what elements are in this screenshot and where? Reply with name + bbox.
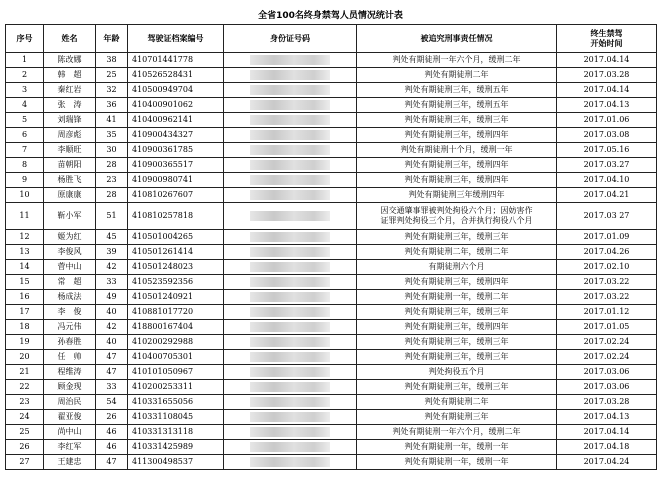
table-row: [6, 83, 657, 98]
table-row: [6, 173, 657, 188]
header-idcard: 身份证号码: [224, 25, 357, 53]
table-row: [6, 365, 657, 380]
cell-ban-start: 2017.02.24: [557, 350, 657, 365]
responsibility-line: 判处有期徒刑十个月，缓刑一年: [400, 145, 513, 154]
cell-seq: 22: [6, 380, 44, 395]
header-ban-start-line1: 终生禁驾: [590, 28, 623, 38]
responsibility-line: 判处有期徒刑二年，缓刑二年: [404, 247, 509, 256]
cell-name: 刘瑞锋: [44, 113, 96, 128]
responsibility-line: 判处有期徒刑三年，缓刑三年: [404, 307, 509, 316]
cell-responsibility: [357, 128, 557, 143]
responsibility-line: 因交通肇事罪被判处拘役六个月；因妨害作: [380, 206, 533, 215]
redacted-idcard: [250, 292, 330, 302]
cell-ban-start: 2017.05.16: [557, 143, 657, 158]
cell-seq: 7: [6, 143, 44, 158]
cell-idcard: [224, 83, 357, 98]
cell-responsibility: [357, 350, 557, 365]
redacted-idcard: [250, 427, 330, 437]
redacted-idcard: [250, 190, 330, 200]
cell-name: 陈改娜: [44, 53, 96, 68]
table-row: [6, 203, 657, 230]
cell-idcard: [224, 158, 357, 173]
cell-idcard: [224, 260, 357, 275]
responsibility-line: 判处有期徒刑三年，缓刑四年: [404, 130, 509, 139]
cell-seq: 4: [6, 98, 44, 113]
cell-ban-start: 2017.04.13: [557, 98, 657, 113]
cell-responsibility: [357, 113, 557, 128]
cell-age: 25: [96, 68, 128, 83]
cell-seq: 15: [6, 275, 44, 290]
cell-seq: 3: [6, 83, 44, 98]
cell-idcard: [224, 335, 357, 350]
cell-seq: 26: [6, 440, 44, 455]
cell-age: 46: [96, 425, 128, 440]
cell-age: 51: [96, 203, 128, 230]
cell-age: 30: [96, 143, 128, 158]
cell-age: 36: [96, 98, 128, 113]
cell-idcard: [224, 128, 357, 143]
cell-ban-start: 2017.02.24: [557, 335, 657, 350]
cell-license: 410101050967: [128, 365, 224, 380]
cell-name: 杨胜飞: [44, 173, 96, 188]
cell-seq: 20: [6, 350, 44, 365]
cell-idcard: [224, 68, 357, 83]
cell-idcard: [224, 290, 357, 305]
cell-responsibility: [357, 98, 557, 113]
cell-idcard: [224, 275, 357, 290]
responsibility-line: 判处有期徒刑三年: [424, 412, 489, 421]
header-seq: 序号: [6, 25, 44, 53]
table-row: [6, 335, 657, 350]
redacted-idcard: [250, 100, 330, 110]
redacted-idcard: [250, 160, 330, 170]
cell-name: 尚中山: [44, 425, 96, 440]
table-header-row: [6, 25, 657, 53]
document-title: 全省100名终身禁驾人员情况统计表: [258, 11, 403, 21]
table-row: [6, 410, 657, 425]
redacted-idcard: [250, 85, 330, 95]
cell-idcard: [224, 53, 357, 68]
cell-idcard: [224, 98, 357, 113]
cell-license: 410501004265: [128, 230, 224, 245]
cell-responsibility: [357, 158, 557, 173]
cell-license: 410526528431: [128, 68, 224, 83]
cell-license: 411300498537: [128, 455, 224, 470]
table-row: [6, 68, 657, 83]
table-row: [6, 395, 657, 410]
responsibility-line: 判处有期徒刑三年，缓刑三年: [404, 352, 509, 361]
responsibility-line: 判处有期徒刑三年，缓刑三年: [404, 232, 509, 241]
cell-name: 苗朝阳: [44, 158, 96, 173]
table-row: [6, 290, 657, 305]
redacted-idcard: [250, 337, 330, 347]
cell-responsibility: [357, 260, 557, 275]
cell-responsibility: [357, 455, 557, 470]
cell-responsibility: [357, 425, 557, 440]
cell-idcard: [224, 455, 357, 470]
cell-license: 410523592356: [128, 275, 224, 290]
cell-responsibility: [357, 230, 557, 245]
cell-license: 410810267607: [128, 188, 224, 203]
banned-drivers-table: [5, 24, 657, 470]
cell-seq: 5: [6, 113, 44, 128]
cell-name: 常 超: [44, 275, 96, 290]
cell-seq: 23: [6, 395, 44, 410]
responsibility-line: 判处有期徒刑三年，缓刑三年: [404, 115, 509, 124]
cell-idcard: [224, 440, 357, 455]
cell-age: 45: [96, 230, 128, 245]
redacted-idcard: [250, 232, 330, 242]
table-body: [6, 53, 657, 470]
cell-responsibility: [357, 305, 557, 320]
cell-age: 46: [96, 440, 128, 455]
cell-ban-start: 2017.03.06: [557, 380, 657, 395]
responsibility-line: 判处有期徒刑三年，缓刑三年: [404, 382, 509, 391]
cell-name: 冯元伟: [44, 320, 96, 335]
header-name: 姓名: [44, 25, 96, 53]
cell-license: 410881017720: [128, 305, 224, 320]
cell-license: 410331655056: [128, 395, 224, 410]
cell-age: 28: [96, 158, 128, 173]
cell-ban-start: 2017.03.06: [557, 365, 657, 380]
cell-ban-start: 2017.04.14: [557, 83, 657, 98]
cell-ban-start: 2017.03.22: [557, 290, 657, 305]
cell-idcard: [224, 188, 357, 203]
cell-seq: 10: [6, 188, 44, 203]
cell-name: 孙春胜: [44, 335, 96, 350]
cell-license: 410900980741: [128, 173, 224, 188]
cell-name: 李红军: [44, 440, 96, 455]
cell-seq: 18: [6, 320, 44, 335]
cell-name: 菅中山: [44, 260, 96, 275]
cell-idcard: [224, 305, 357, 320]
table-row: [6, 128, 657, 143]
redacted-idcard: [250, 262, 330, 272]
cell-license: 410501240921: [128, 290, 224, 305]
table-row: [6, 350, 657, 365]
cell-idcard: [224, 425, 357, 440]
cell-license: 410400962141: [128, 113, 224, 128]
cell-license: 410200292988: [128, 335, 224, 350]
table-row: [6, 260, 657, 275]
cell-ban-start: 2017.01.05: [557, 320, 657, 335]
cell-name: 周治民: [44, 395, 96, 410]
cell-age: 42: [96, 320, 128, 335]
cell-license: 410500949704: [128, 83, 224, 98]
cell-name: 李顺旺: [44, 143, 96, 158]
cell-idcard: [224, 203, 357, 230]
responsibility-line: 判处有期徒刑三年，缓刑五年: [404, 85, 509, 94]
responsibility-line: 判处有期徒刑三年，缓刑三年: [404, 337, 509, 346]
responsibility-line: 判处有期徒刑二年: [424, 397, 489, 406]
cell-seq: 9: [6, 173, 44, 188]
cell-age: 33: [96, 380, 128, 395]
cell-seq: 8: [6, 158, 44, 173]
cell-seq: 2: [6, 68, 44, 83]
cell-seq: 6: [6, 128, 44, 143]
cell-ban-start: 2017.03.27: [557, 158, 657, 173]
responsibility-line: 判处有期徒刑二年: [424, 70, 489, 79]
cell-age: 41: [96, 113, 128, 128]
cell-seq: 27: [6, 455, 44, 470]
table-row: [6, 53, 657, 68]
cell-seq: 13: [6, 245, 44, 260]
cell-license: 418800167404: [128, 320, 224, 335]
cell-age: 26: [96, 410, 128, 425]
cell-ban-start: 2017.02.10: [557, 260, 657, 275]
table-row: [6, 143, 657, 158]
cell-name: 程维涛: [44, 365, 96, 380]
cell-name: 李俊风: [44, 245, 96, 260]
table-row: [6, 455, 657, 470]
cell-responsibility: [357, 335, 557, 350]
cell-seq: 24: [6, 410, 44, 425]
cell-responsibility: [357, 53, 557, 68]
cell-name: 翟亚俊: [44, 410, 96, 425]
redacted-idcard: [250, 70, 330, 80]
cell-idcard: [224, 143, 357, 158]
cell-ban-start: 2017.04.13: [557, 410, 657, 425]
cell-ban-start: 2017.03.28: [557, 395, 657, 410]
cell-seq: 14: [6, 260, 44, 275]
header-age: 年龄: [96, 25, 128, 53]
cell-age: 39: [96, 245, 128, 260]
redacted-idcard: [250, 277, 330, 287]
header-responsibility: 被追究刑事责任情况: [357, 25, 557, 53]
redacted-idcard: [250, 367, 330, 377]
table-row: [6, 320, 657, 335]
cell-responsibility: [357, 395, 557, 410]
redacted-idcard: [250, 352, 330, 362]
cell-seq: 1: [6, 53, 44, 68]
header-license: 驾驶证档案编号: [128, 25, 224, 53]
cell-ban-start: 2017.04.10: [557, 173, 657, 188]
cell-license: 410701441778: [128, 53, 224, 68]
cell-ban-start: 2017.01.09: [557, 230, 657, 245]
redacted-idcard: [250, 412, 330, 422]
responsibility-line: 判处有期徒刑三年，缓刑四年: [404, 175, 509, 184]
cell-responsibility: [357, 410, 557, 425]
table-row: [6, 98, 657, 113]
cell-license: 410900434327: [128, 128, 224, 143]
cell-license: 410200253311: [128, 380, 224, 395]
cell-idcard: [224, 113, 357, 128]
responsibility-line: 判处有期徒刑三年缓刑四年: [408, 190, 505, 199]
cell-ban-start: 2017.03.28: [557, 68, 657, 83]
cell-name: 原康康: [44, 188, 96, 203]
cell-seq: 21: [6, 365, 44, 380]
cell-ban-start: 2017.04.14: [557, 53, 657, 68]
cell-seq: 25: [6, 425, 44, 440]
cell-name: 秦红岩: [44, 83, 96, 98]
cell-idcard: [224, 320, 357, 335]
cell-age: 40: [96, 305, 128, 320]
cell-responsibility: [357, 68, 557, 83]
cell-responsibility: [357, 188, 557, 203]
cell-age: 28: [96, 188, 128, 203]
table-row: [6, 275, 657, 290]
cell-name: 姬为红: [44, 230, 96, 245]
cell-ban-start: 2017.01.06: [557, 113, 657, 128]
redacted-idcard: [250, 247, 330, 257]
cell-license: 410400901062: [128, 98, 224, 113]
table-row: [6, 113, 657, 128]
cell-seq: 17: [6, 305, 44, 320]
cell-age: 33: [96, 275, 128, 290]
cell-name: 顾金现: [44, 380, 96, 395]
cell-name: 韩 超: [44, 68, 96, 83]
cell-ban-start: 2017.04.21: [557, 188, 657, 203]
redacted-idcard: [250, 145, 330, 155]
cell-ban-start: 2017.03 27: [557, 203, 657, 230]
cell-age: 47: [96, 365, 128, 380]
cell-age: 32: [96, 83, 128, 98]
redacted-idcard: [250, 397, 330, 407]
cell-responsibility: [357, 143, 557, 158]
table-row: [6, 440, 657, 455]
cell-name: 张 涛: [44, 98, 96, 113]
table-row: [6, 305, 657, 320]
table-row: [6, 230, 657, 245]
redacted-idcard: [250, 382, 330, 392]
responsibility-line: 判处有期徒刑一年，缓刑二年: [404, 292, 509, 301]
cell-responsibility: [357, 440, 557, 455]
redacted-idcard: [250, 55, 330, 65]
cell-age: 23: [96, 173, 128, 188]
responsibility-line: 判处有期徒刑三年，缓刑四年: [404, 160, 509, 169]
responsibility-line: 判处有期徒刑三年，缓刑五年: [404, 100, 509, 109]
cell-responsibility: [357, 275, 557, 290]
responsibility-line: 判处有期徒刑一年，缓刑一年: [404, 457, 509, 466]
table-row: [6, 425, 657, 440]
cell-idcard: [224, 395, 357, 410]
cell-idcard: [224, 173, 357, 188]
cell-name: 王建忠: [44, 455, 96, 470]
header-ban-start: [557, 25, 657, 53]
redacted-idcard: [250, 130, 330, 140]
cell-license: 410900361785: [128, 143, 224, 158]
responsibility-line: 判处有期徒刑一年六个月，缓刑二年: [392, 427, 521, 436]
cell-idcard: [224, 410, 357, 425]
cell-idcard: [224, 380, 357, 395]
cell-age: 54: [96, 395, 128, 410]
cell-license: 410810257818: [128, 203, 224, 230]
cell-ban-start: 2017.04.18: [557, 440, 657, 455]
table-row: [6, 158, 657, 173]
cell-ban-start: 2017.03.22: [557, 275, 657, 290]
redacted-idcard: [250, 457, 330, 467]
cell-age: 40: [96, 335, 128, 350]
cell-idcard: [224, 230, 357, 245]
cell-age: 38: [96, 53, 128, 68]
redacted-idcard: [250, 211, 330, 221]
cell-license: 410900365517: [128, 158, 224, 173]
cell-name: 李 俊: [44, 305, 96, 320]
cell-license: 410331313118: [128, 425, 224, 440]
redacted-idcard: [250, 322, 330, 332]
cell-ban-start: 2017.01.12: [557, 305, 657, 320]
cell-seq: 11: [6, 203, 44, 230]
cell-name: 周彦彪: [44, 128, 96, 143]
cell-ban-start: 2017.04.24: [557, 455, 657, 470]
table-row: [6, 188, 657, 203]
redacted-idcard: [250, 442, 330, 452]
responsibility-line: 判处拘役五个月: [428, 367, 485, 376]
cell-name: 杨成法: [44, 290, 96, 305]
cell-license: 410501248023: [128, 260, 224, 275]
responsibility-line: 有期徒刑六个月: [428, 262, 485, 271]
cell-age: 47: [96, 455, 128, 470]
cell-ban-start: 2017.04.14: [557, 425, 657, 440]
cell-age: 35: [96, 128, 128, 143]
cell-responsibility: [357, 290, 557, 305]
cell-ban-start: 2017.04.26: [557, 245, 657, 260]
redacted-idcard: [250, 175, 330, 185]
cell-seq: 12: [6, 230, 44, 245]
redacted-idcard: [250, 115, 330, 125]
cell-license: 410331425989: [128, 440, 224, 455]
cell-license: 410400705301: [128, 350, 224, 365]
responsibility-line: 判处有期徒刑三年，缓刑四年: [404, 277, 509, 286]
cell-name: 靳小军: [44, 203, 96, 230]
cell-seq: 19: [6, 335, 44, 350]
responsibility-line: 判处有期徒刑一年六个月，缓刑二年: [392, 55, 521, 64]
cell-age: 49: [96, 290, 128, 305]
cell-responsibility: [357, 245, 557, 260]
cell-ban-start: 2017.03.08: [557, 128, 657, 143]
cell-license: 410331108045: [128, 410, 224, 425]
cell-idcard: [224, 365, 357, 380]
cell-responsibility: [357, 365, 557, 380]
table-row: [6, 245, 657, 260]
cell-age: 47: [96, 350, 128, 365]
cell-idcard: [224, 350, 357, 365]
redacted-idcard: [250, 307, 330, 317]
cell-idcard: [224, 245, 357, 260]
cell-license: 410501261414: [128, 245, 224, 260]
cell-seq: 16: [6, 290, 44, 305]
responsibility-line: 判处有期徒刑三年，缓刑四年: [404, 322, 509, 331]
cell-responsibility: [357, 380, 557, 395]
cell-name: 任 帅: [44, 350, 96, 365]
cell-age: 42: [96, 260, 128, 275]
table-row: [6, 380, 657, 395]
cell-responsibility: [357, 320, 557, 335]
responsibility-line: 证罪判处拘役三个月，合并执行拘役八个月: [380, 216, 533, 225]
cell-responsibility: [357, 83, 557, 98]
responsibility-line: 判处有期徒刑一年，缓刑一年: [404, 442, 509, 451]
cell-responsibility: [357, 203, 557, 230]
header-ban-start-line2: 开始时间: [590, 38, 623, 48]
cell-responsibility: [357, 173, 557, 188]
